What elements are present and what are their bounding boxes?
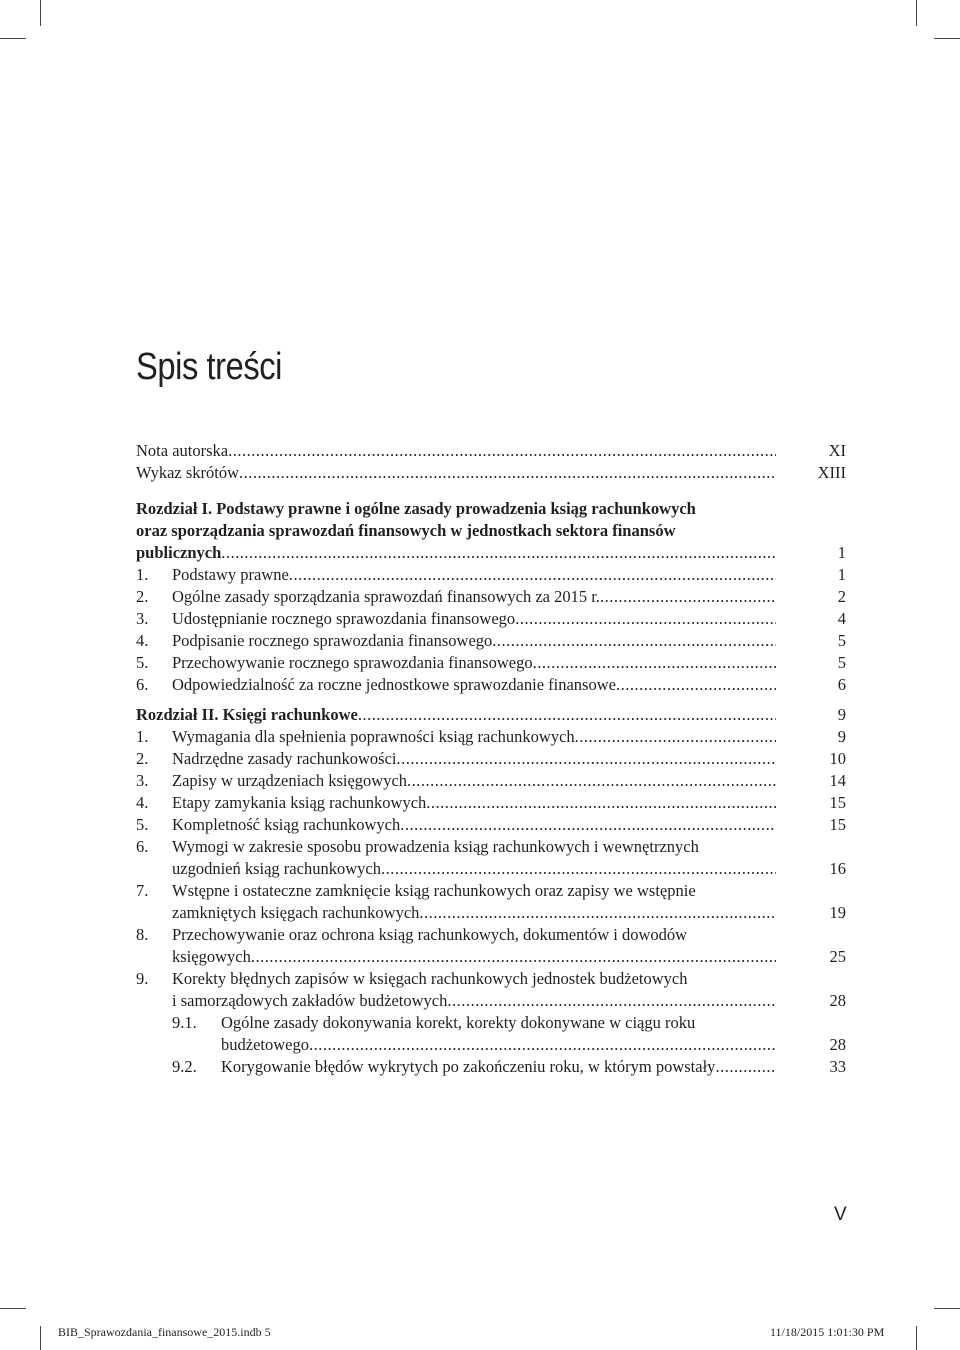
toc-entry-number: 8. [136,925,149,944]
toc-entry-label: Wymogi w zakresie sposobu prowadzenia ksiąg rachunkowych i wewnętrznych [172,837,699,856]
toc-entry-number: 3. [136,609,149,628]
crop-mark-left-top [0,38,26,39]
toc-entry-label: Podpisanie rocznego sprawozdania finansowego [172,631,493,650]
toc-page-number: 10 [829,749,846,768]
toc-entry-label: Udostępnianie rocznego sprawozdania finansowego [172,609,516,628]
crop-mark-left-bottom [0,1308,26,1309]
toc-entry-number: 2. [136,587,149,606]
toc-subentry[interactable] [136,1012,846,1056]
page-title: Spis treści [136,346,283,388]
crop-mark-right-bottom [934,1308,960,1309]
toc-entry-number: 5. [136,653,149,672]
toc-page-number: XI [828,441,846,460]
toc-entry-number: 3. [136,771,149,790]
toc-entry-label: i samorządowych zakładów budżetowych [172,991,448,1010]
toc-page-number: 9 [837,705,846,724]
toc-entry-label: Kompletność ksiąg rachunkowych [172,815,401,834]
toc-entry-label: uzgodnień ksiąg rachunkowych [172,859,381,878]
toc-page-number: 2 [837,587,846,606]
toc-entry-label: Przechowywanie rocznego sprawozdania finansowego [172,653,533,672]
toc-page-number: 15 [829,793,846,812]
toc-entry[interactable] [136,968,846,1012]
toc-entry[interactable] [136,586,846,608]
toc-page-number: 14 [829,771,846,790]
toc-entry-nota[interactable] [136,440,846,462]
toc-entry[interactable] [136,726,846,748]
toc-page-number: 4 [837,609,846,628]
toc-entry[interactable] [136,652,846,674]
toc-page-number: 25 [829,947,846,966]
toc-entry-label: Zapisy w urządzeniach księgowych [172,771,408,790]
toc-entry[interactable] [136,564,846,586]
chapter-title-line: oraz sporządzania sprawozdań finansowych w jednostkach sektora finansów [136,521,676,540]
toc-entry-label: Korekty błędnych zapisów w księgach rachunkowych jednostek budżetowych [172,969,688,988]
toc-page-number: 5 [837,653,846,672]
table-of-contents [136,440,846,1078]
toc-entry[interactable] [136,880,846,924]
toc-entry-number: 6. [136,675,149,694]
toc-entry-wykaz[interactable] [136,462,846,484]
toc-entry-number: 9. [136,969,149,988]
toc-entry-number: 9.2. [172,1057,197,1076]
toc-page-number: 6 [837,675,846,694]
toc-entry-number: 9.1. [172,1013,197,1032]
toc-entry[interactable] [136,608,846,630]
toc-entry-label: księgowych [172,947,251,966]
toc-entry-label: Nota autorska [136,441,229,460]
toc-page-number: 16 [829,859,846,878]
toc-page-number: 1 [837,565,846,584]
toc-page-number: 33 [829,1057,846,1076]
toc-entry-number: 4. [136,793,149,812]
slug-timestamp: 11/18/2015 1:01:30 PM [770,1325,885,1339]
slug-filename: BIB_Sprawozdania_finansowe_2015.indb 5 [58,1325,271,1339]
chapter-title-line: publicznych [136,543,222,562]
toc-page-number: 9 [837,727,846,746]
toc-page-number: 19 [829,903,846,922]
toc-entry-label: Etapy zamykania ksiąg rachunkowych [172,793,427,812]
toc-page-number: 1 [837,543,846,562]
toc-entry-label: Odpowiedzialność za roczne jednostkowe sprawozdanie finansowe [172,675,616,694]
crop-mark-top-left [40,0,41,26]
toc-entry[interactable] [136,792,846,814]
toc-entry[interactable] [136,630,846,652]
toc-entry-label: Ogólne zasady sporządzania sprawozdań finansowych za 2015 r. [172,587,600,606]
toc-entry[interactable] [136,836,846,880]
toc-entry-label: Wykaz skrótów [136,463,240,482]
toc-entry[interactable] [136,814,846,836]
toc-entry-label: Przechowywanie oraz ochrona ksiąg rachunkowych, dokumentów i dowodów [172,925,688,944]
toc-entry-number: 5. [136,815,149,834]
toc-entry-label: Wstępne i ostateczne zamknięcie ksiąg rachunkowych oraz zapisy we wstępnie [172,881,696,900]
toc-entry-number: 1. [136,565,149,584]
crop-mark-bottom-right [916,1326,917,1350]
toc-chapter-1[interactable] [136,498,846,564]
toc-page-number: 5 [837,631,846,650]
chapter-title-line: Rozdział II. Księgi rachunkowe [136,705,358,724]
toc-page-number: 28 [829,991,846,1010]
toc-entry-number: 2. [136,749,149,768]
toc-entry-label: budżetowego [221,1035,309,1054]
page-folio: V [834,1204,847,1225]
toc-entry-number: 4. [136,631,149,650]
crop-mark-top-right [916,0,917,26]
toc-entry[interactable] [136,748,846,770]
crop-mark-bottom-left [40,1326,41,1350]
toc-subentry[interactable] [136,1056,846,1078]
toc-entry-number: 1. [136,727,149,746]
toc-page-number: XIII [817,463,846,482]
toc-entry-number: 6. [136,837,149,856]
toc-entry-label: Podstawy prawne [172,565,289,584]
toc-entry-label: Korygowanie błędów wykrytych po zakończeniu roku, w którym powstały [221,1057,716,1076]
toc-page-number: 15 [829,815,846,834]
toc-entry-label: Nadrzędne zasady rachunkowości [172,749,397,768]
toc-chapter-2[interactable] [136,704,846,726]
toc-entry-number: 7. [136,881,149,900]
toc-entry-label: Ogólne zasady dokonywania korekt, korekty dokonywane w ciągu roku [221,1013,696,1032]
toc-entry[interactable] [136,770,846,792]
toc-entry-label: zamkniętych księgach rachunkowych [172,903,420,922]
toc-page-number: 28 [829,1035,846,1054]
chapter-title-line: Rozdział I. Podstawy prawne i ogólne zasady prowadzenia ksiąg rachunkowych [136,499,696,518]
toc-entry[interactable] [136,674,846,696]
toc-entry[interactable] [136,924,846,968]
crop-mark-right-top [934,38,960,39]
toc-entry-label: Wymagania dla spełnienia poprawności ksiąg rachunkowych [172,727,575,746]
